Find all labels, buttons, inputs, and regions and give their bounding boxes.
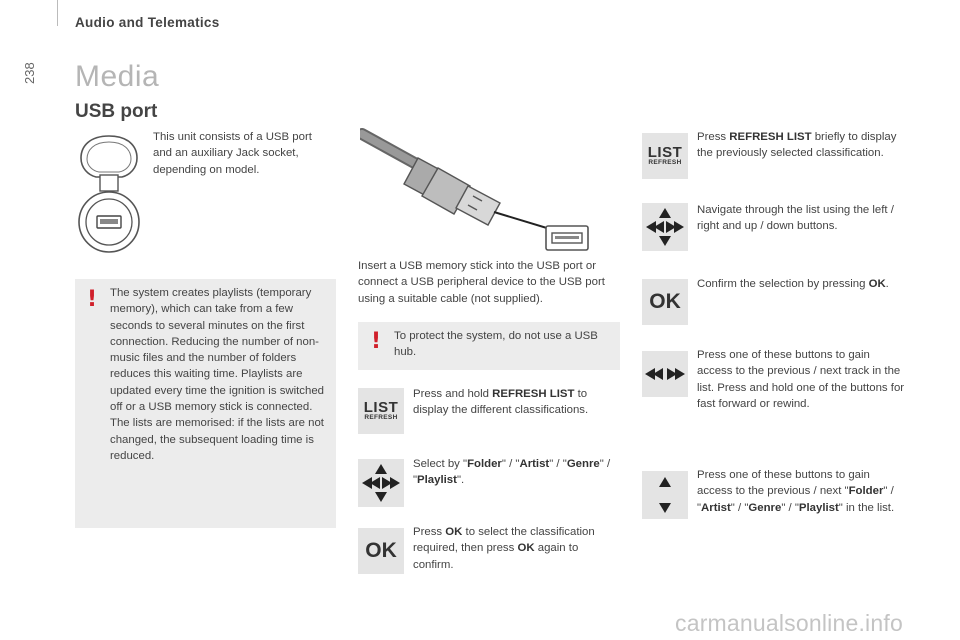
track-skip-buttons[interactable] (642, 351, 688, 397)
list-refresh-label: LIST REFRESH (363, 399, 399, 422)
intro-text: This unit consists of a USB port and an auxiliary Jack socket, depending on model. (153, 131, 312, 176)
folder-up-down-buttons[interactable] (642, 471, 688, 519)
track-skip-text: Press one of these buttons to gain access to the previous / next track in the list. Press and hold one of the buttons for fast forward or rewind. (697, 349, 905, 410)
section-subtitle: USB port (75, 101, 158, 122)
ok-label: OK (649, 290, 681, 313)
warning-icon: ! (371, 329, 382, 354)
navigation-arrows-button[interactable] (358, 459, 404, 507)
confirm-selection-text: Confirm the selection by pressing OK. (697, 278, 889, 290)
up-down-arrows-icon (655, 473, 675, 517)
four-way-arrows-icon (359, 461, 403, 505)
usb-cable-illustration (360, 128, 592, 254)
refresh-briefly-text: Press REFRESH LIST briefly to display the previously selected classification. (697, 131, 897, 160)
ok-select-text: Press OK to select the classification required, then press OK again to confirm. (413, 526, 595, 571)
ok-button[interactable] (642, 279, 688, 325)
usb-port-illustration (76, 132, 142, 256)
list-refresh-button[interactable] (358, 388, 404, 434)
insert-usb-text: Insert a USB memory stick into the USB port or connect a USB peripheral device to the USB port using a suitable cable (not supplied). (358, 260, 605, 305)
playlist-warning-box (75, 279, 336, 528)
folder-skip-text: Press one of these buttons to gain access to the previous / next "Folder" / "Artist" / "Genre" / "Playlist" in the list. (697, 469, 895, 514)
select-classification-text: Select by "Folder" / "Artist" / "Genre" / "Playlist". (413, 458, 611, 487)
four-way-arrows-icon (643, 205, 687, 249)
navigation-arrows-button[interactable] (642, 203, 688, 251)
previous-next-arrows-icon (643, 364, 687, 384)
list-refresh-label: LIST REFRESH (647, 144, 683, 167)
usb-hub-warning-text: To protect the system, do not use a USB hub. (394, 330, 598, 359)
section-title: Audio and Telematics (75, 15, 220, 30)
page-number: 238 (22, 62, 37, 84)
list-refresh-button[interactable] (642, 133, 688, 179)
navigate-list-text: Navigate through the list using the left / right and up / down buttons. (697, 204, 894, 233)
ok-label: OK (365, 539, 397, 562)
watermark: carmanualsonline.info (675, 610, 903, 636)
header-divider (57, 0, 58, 26)
usb-hub-warning-box (358, 322, 620, 370)
ok-button[interactable] (358, 528, 404, 574)
playlist-warning-text: The system creates playlists (temporary memory), which can take from a few seconds to several minutes on the first connection. Reducing the number of non-music files and the number of folders reduces this waiting time. Playlists are updated every time the ignition is switched off or a USB memory stick is connected. The lists are memorised: if the lists are not changed, the subsequent loading time is reduced. (110, 287, 325, 462)
hold-refresh-text: Press and hold REFRESH LIST to display the different classifications. (413, 388, 589, 417)
warning-icon: ! (87, 287, 98, 312)
page-title: Media (75, 60, 160, 93)
